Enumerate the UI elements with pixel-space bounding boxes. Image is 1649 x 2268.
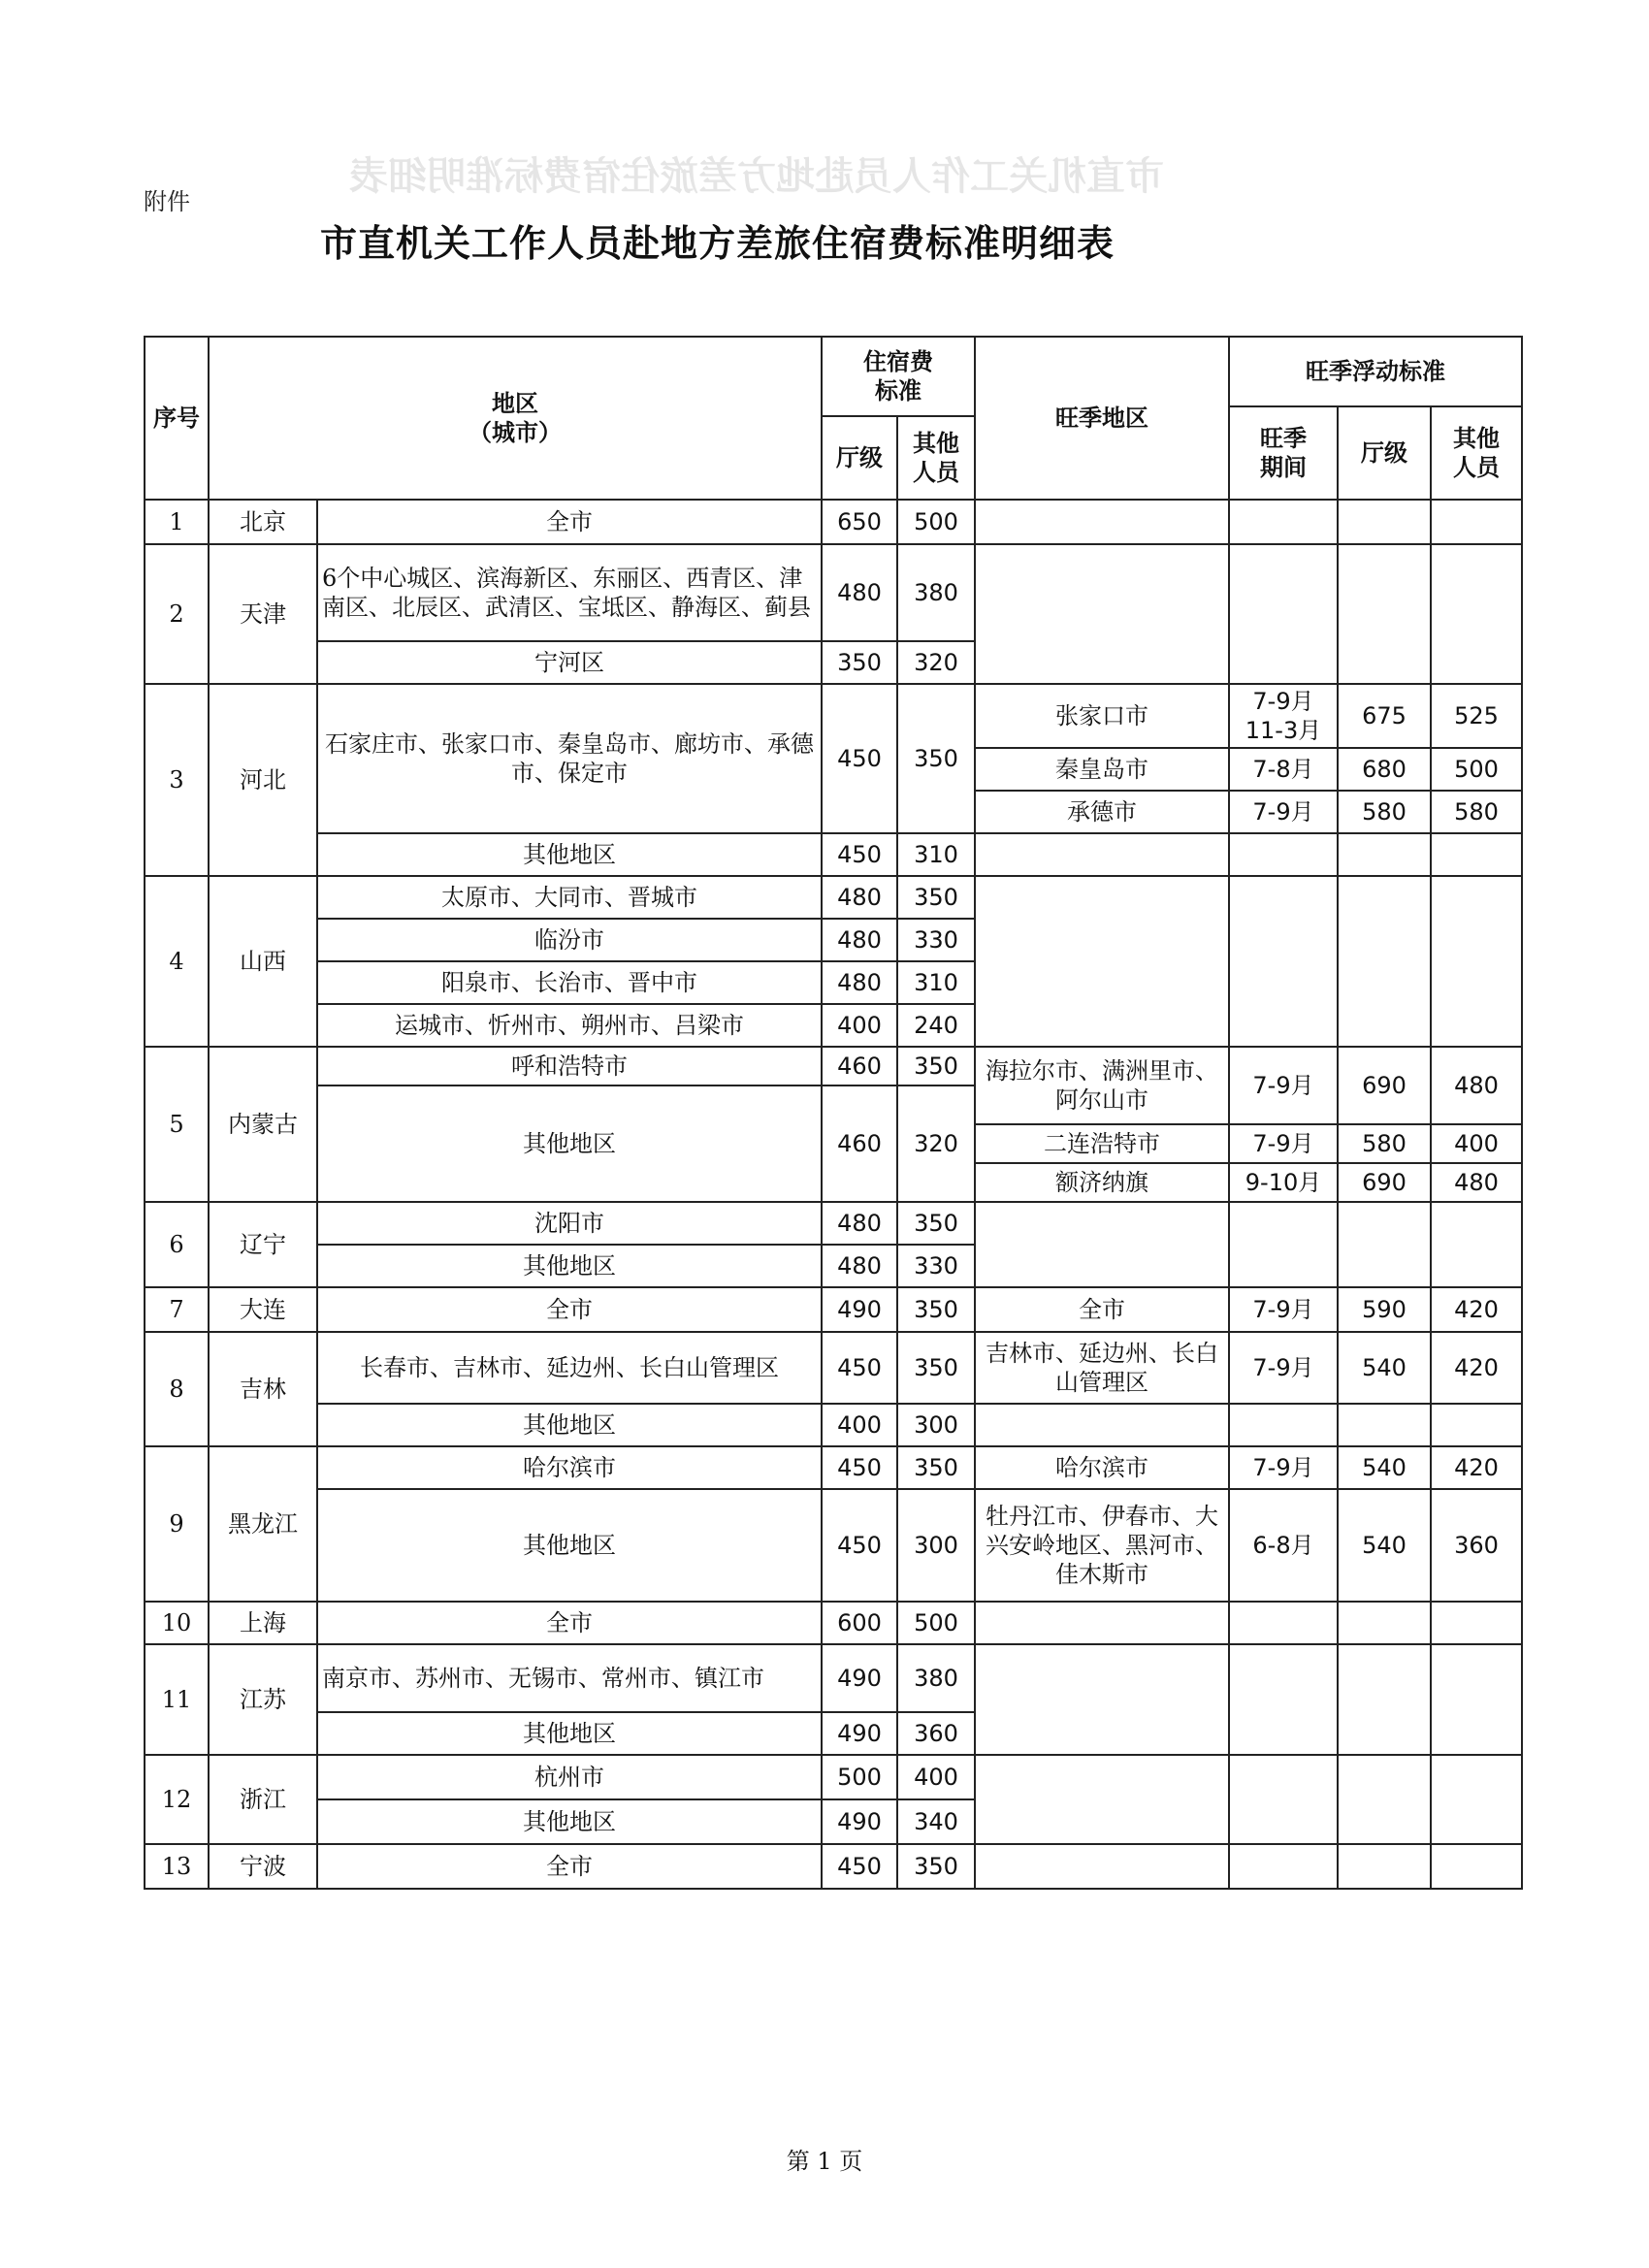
area-cell: 其他地区 [317, 1489, 822, 1602]
seq-cell: 8 [145, 1332, 209, 1446]
other-cell: 340 [897, 1799, 975, 1844]
table-row [145, 544, 1522, 641]
peak-ting-cell [1338, 544, 1431, 684]
area-cell: 石家庄市、张家口市、秦皇岛市、廊坊市、承德市、保定市 [317, 684, 822, 833]
peak-other-cell [1431, 833, 1522, 876]
peak-other-cell [1431, 1844, 1522, 1889]
peak-region-cell [975, 1602, 1229, 1644]
peak-other-cell [1431, 1202, 1522, 1287]
table-row [145, 1202, 1522, 1245]
other-cell: 330 [897, 919, 975, 961]
table-row [145, 1644, 1522, 1712]
table-row [145, 1404, 1522, 1446]
other-cell: 360 [897, 1712, 975, 1755]
peak-period-cell: 9-10月 [1229, 1163, 1338, 1202]
peak-other-cell: 420 [1431, 1332, 1522, 1404]
ting-cell: 500 [822, 1755, 897, 1799]
peak-period-cell [1229, 1602, 1338, 1644]
area-cell: 全市 [317, 1287, 822, 1332]
other-cell: 350 [897, 1202, 975, 1245]
area-cell: 其他地区 [317, 1712, 822, 1755]
peak-other-cell: 400 [1431, 1124, 1522, 1163]
header-peak-ting: 厅级 [1338, 406, 1431, 500]
area-cell: 宁河区 [317, 641, 822, 684]
header-seq: 序号 [145, 337, 209, 500]
ting-cell: 480 [822, 1202, 897, 1245]
peak-ting-cell [1338, 1202, 1431, 1287]
peak-other-cell: 420 [1431, 1287, 1522, 1332]
peak-region-cell [975, 1644, 1229, 1755]
other-cell: 400 [897, 1755, 975, 1799]
province-cell: 黑龙江 [209, 1446, 317, 1602]
ting-cell: 400 [822, 1404, 897, 1446]
ting-cell: 450 [822, 1332, 897, 1404]
table-row [145, 1489, 1522, 1602]
seq-cell: 2 [145, 544, 209, 684]
peak-ting-cell [1338, 833, 1431, 876]
table-row [145, 833, 1522, 876]
header-row-1 [145, 337, 1522, 406]
attachment-label: 附件 [144, 188, 190, 215]
peak-period-cell [1229, 544, 1338, 684]
seq-cell: 11 [145, 1644, 209, 1755]
ting-cell: 350 [822, 641, 897, 684]
peak-other-cell [1431, 500, 1522, 544]
area-cell: 呼和浩特市 [317, 1047, 822, 1085]
other-cell: 380 [897, 1644, 975, 1712]
peak-period-cell: 6-8月 [1229, 1489, 1338, 1602]
peak-region-cell [975, 1755, 1229, 1844]
ting-cell: 600 [822, 1602, 897, 1644]
seq-cell: 7 [145, 1287, 209, 1332]
header-region: 地区 （城市） [209, 337, 822, 500]
table-row [145, 1844, 1522, 1889]
table-row [145, 1287, 1522, 1332]
ting-cell: 490 [822, 1644, 897, 1712]
province-cell: 上海 [209, 1602, 317, 1644]
peak-region-cell [975, 500, 1229, 544]
ting-cell: 450 [822, 1489, 897, 1602]
other-cell: 300 [897, 1404, 975, 1446]
peak-region-cell: 海拉尔市、满洲里市、阿尔山市 [975, 1047, 1229, 1124]
ting-cell: 480 [822, 544, 897, 641]
area-cell: 全市 [317, 1602, 822, 1644]
ting-cell: 460 [822, 1085, 897, 1202]
other-cell: 240 [897, 1004, 975, 1047]
table-row [145, 876, 1522, 919]
area-cell: 哈尔滨市 [317, 1446, 822, 1489]
area-cell: 全市 [317, 500, 822, 544]
peak-period-cell [1229, 1755, 1338, 1844]
area-cell: 其他地区 [317, 1245, 822, 1287]
peak-other-cell [1431, 544, 1522, 684]
area-cell: 沈阳市 [317, 1202, 822, 1245]
province-cell: 天津 [209, 544, 317, 684]
other-cell: 350 [897, 684, 975, 833]
province-cell: 河北 [209, 684, 317, 876]
other-cell: 320 [897, 1085, 975, 1202]
area-cell: 其他地区 [317, 1799, 822, 1844]
other-cell: 350 [897, 1332, 975, 1404]
header-peak-float: 旺季浮动标准 [1229, 337, 1522, 406]
peak-other-cell: 480 [1431, 1163, 1522, 1202]
province-cell: 内蒙古 [209, 1047, 317, 1202]
peak-period-cell: 7-9月 [1229, 1124, 1338, 1163]
province-cell: 吉林 [209, 1332, 317, 1446]
page-footer: 第 1 页 [786, 2148, 863, 2175]
peak-region-cell [975, 876, 1229, 1047]
peak-region-cell: 秦皇岛市 [975, 748, 1229, 791]
peak-other-cell: 480 [1431, 1047, 1522, 1124]
seq-cell: 13 [145, 1844, 209, 1889]
table-row [145, 684, 1522, 748]
area-cell: 全市 [317, 1844, 822, 1889]
peak-ting-cell [1338, 1602, 1431, 1644]
peak-ting-cell: 680 [1338, 748, 1431, 791]
header-std-ting: 厅级 [822, 416, 897, 500]
other-cell: 320 [897, 641, 975, 684]
ting-cell: 480 [822, 919, 897, 961]
area-cell: 其他地区 [317, 1404, 822, 1446]
peak-other-cell [1431, 1644, 1522, 1755]
lodging-standard-table [144, 336, 1523, 1890]
seq-cell: 5 [145, 1047, 209, 1202]
header-peak-other: 其他 人员 [1431, 406, 1522, 500]
ting-cell: 480 [822, 1245, 897, 1287]
peak-ting-cell [1338, 876, 1431, 1047]
bleed-through-title-decoration: 市直机关工作人员赴地方差旅住宿费标准明细表 [349, 154, 1164, 199]
peak-ting-cell: 675 [1338, 684, 1431, 748]
peak-other-cell: 360 [1431, 1489, 1522, 1602]
peak-ting-cell [1338, 500, 1431, 544]
peak-ting-cell: 540 [1338, 1446, 1431, 1489]
peak-ting-cell [1338, 1844, 1431, 1889]
peak-region-cell: 张家口市 [975, 684, 1229, 748]
peak-other-cell [1431, 876, 1522, 1047]
peak-other-cell [1431, 1602, 1522, 1644]
area-cell: 其他地区 [317, 833, 822, 876]
area-cell: 太原市、大同市、晋城市 [317, 876, 822, 919]
peak-period-cell: 7-9月 [1229, 1287, 1338, 1332]
other-cell: 380 [897, 544, 975, 641]
peak-ting-cell: 580 [1338, 791, 1431, 833]
peak-region-cell [975, 544, 1229, 684]
peak-period-cell: 7-9月 [1229, 791, 1338, 833]
peak-period-cell [1229, 1644, 1338, 1755]
ting-cell: 480 [822, 876, 897, 919]
ting-cell: 450 [822, 1446, 897, 1489]
peak-ting-cell: 590 [1338, 1287, 1431, 1332]
peak-other-cell: 420 [1431, 1446, 1522, 1489]
peak-other-cell: 500 [1431, 748, 1522, 791]
other-cell: 500 [897, 500, 975, 544]
province-cell: 辽宁 [209, 1202, 317, 1287]
peak-period-cell [1229, 876, 1338, 1047]
peak-period-cell [1229, 500, 1338, 544]
table-row [145, 1047, 1522, 1085]
other-cell: 310 [897, 833, 975, 876]
area-cell: 其他地区 [317, 1085, 822, 1202]
peak-other-cell: 580 [1431, 791, 1522, 833]
seq-cell: 4 [145, 876, 209, 1047]
peak-ting-cell: 690 [1338, 1163, 1431, 1202]
peak-ting-cell: 540 [1338, 1489, 1431, 1602]
peak-other-cell: 525 [1431, 684, 1522, 748]
ting-cell: 480 [822, 961, 897, 1004]
table-row [145, 1446, 1522, 1489]
province-cell: 江苏 [209, 1644, 317, 1755]
peak-period-cell: 7-9月 [1229, 1332, 1338, 1404]
peak-period-cell [1229, 1404, 1338, 1446]
peak-region-cell: 额济纳旗 [975, 1163, 1229, 1202]
peak-region-cell: 哈尔滨市 [975, 1446, 1229, 1489]
ting-cell: 450 [822, 684, 897, 833]
peak-period-cell: 7-9月 [1229, 1047, 1338, 1124]
area-cell: 运城市、忻州市、朔州市、吕梁市 [317, 1004, 822, 1047]
other-cell: 350 [897, 876, 975, 919]
peak-ting-cell [1338, 1644, 1431, 1755]
peak-region-cell: 承德市 [975, 791, 1229, 833]
peak-period-cell [1229, 833, 1338, 876]
area-cell: 阳泉市、长治市、晋中市 [317, 961, 822, 1004]
province-cell: 北京 [209, 500, 317, 544]
peak-period-cell: 7-9月 11-3月 [1229, 684, 1338, 748]
header-standard: 住宿费 标准 [822, 337, 975, 416]
area-cell: 杭州市 [317, 1755, 822, 1799]
other-cell: 350 [897, 1446, 975, 1489]
seq-cell: 3 [145, 684, 209, 876]
table-row [145, 1755, 1522, 1799]
peak-ting-cell [1338, 1404, 1431, 1446]
ting-cell: 490 [822, 1287, 897, 1332]
other-cell: 330 [897, 1245, 975, 1287]
other-cell: 350 [897, 1287, 975, 1332]
table-row [145, 1332, 1522, 1404]
peak-region-cell: 牡丹江市、伊春市、大兴安岭地区、黑河市、佳木斯市 [975, 1489, 1229, 1602]
header-peak-period: 旺季 期间 [1229, 406, 1338, 500]
table-row [145, 1602, 1522, 1644]
peak-ting-cell [1338, 1755, 1431, 1844]
area-cell: 长春市、吉林市、延边州、长白山管理区 [317, 1332, 822, 1404]
ting-cell: 460 [822, 1047, 897, 1085]
peak-region-cell: 吉林市、延边州、长白山管理区 [975, 1332, 1229, 1404]
peak-period-cell: 7-8月 [1229, 748, 1338, 791]
other-cell: 300 [897, 1489, 975, 1602]
seq-cell: 9 [145, 1446, 209, 1602]
ting-cell: 650 [822, 500, 897, 544]
ting-cell: 450 [822, 833, 897, 876]
peak-ting-cell: 580 [1338, 1124, 1431, 1163]
peak-region-cell [975, 1844, 1229, 1889]
peak-region-cell: 全市 [975, 1287, 1229, 1332]
seq-cell: 10 [145, 1602, 209, 1644]
ting-cell: 490 [822, 1712, 897, 1755]
area-cell: 6个中心城区、滨海新区、东丽区、西青区、津南区、北辰区、武清区、宝坻区、静海区、蓟县 [317, 544, 822, 641]
peak-ting-cell: 690 [1338, 1047, 1431, 1124]
ting-cell: 450 [822, 1844, 897, 1889]
ting-cell: 400 [822, 1004, 897, 1047]
peak-region-cell [975, 833, 1229, 876]
province-cell: 大连 [209, 1287, 317, 1332]
province-cell: 浙江 [209, 1755, 317, 1844]
seq-cell: 12 [145, 1755, 209, 1844]
peak-region-cell [975, 1202, 1229, 1287]
peak-other-cell [1431, 1755, 1522, 1844]
province-cell: 宁波 [209, 1844, 317, 1889]
area-cell: 临汾市 [317, 919, 822, 961]
peak-period-cell [1229, 1202, 1338, 1287]
peak-other-cell [1431, 1404, 1522, 1446]
peak-period-cell [1229, 1844, 1338, 1889]
seq-cell: 1 [145, 500, 209, 544]
page-title: 市直机关工作人员赴地方差旅住宿费标准明细表 [320, 222, 1116, 265]
other-cell: 500 [897, 1602, 975, 1644]
peak-ting-cell: 540 [1338, 1332, 1431, 1404]
other-cell: 350 [897, 1047, 975, 1085]
peak-period-cell: 7-9月 [1229, 1446, 1338, 1489]
other-cell: 350 [897, 1844, 975, 1889]
other-cell: 310 [897, 961, 975, 1004]
seq-cell: 6 [145, 1202, 209, 1287]
table-row [145, 500, 1522, 544]
province-cell: 山西 [209, 876, 317, 1047]
header-std-other: 其他 人员 [897, 416, 975, 500]
area-cell: 南京市、苏州市、无锡市、常州市、镇江市 [317, 1644, 822, 1712]
peak-region-cell: 二连浩特市 [975, 1124, 1229, 1163]
ting-cell: 490 [822, 1799, 897, 1844]
header-peak-region: 旺季地区 [975, 337, 1229, 500]
peak-region-cell [975, 1404, 1229, 1446]
